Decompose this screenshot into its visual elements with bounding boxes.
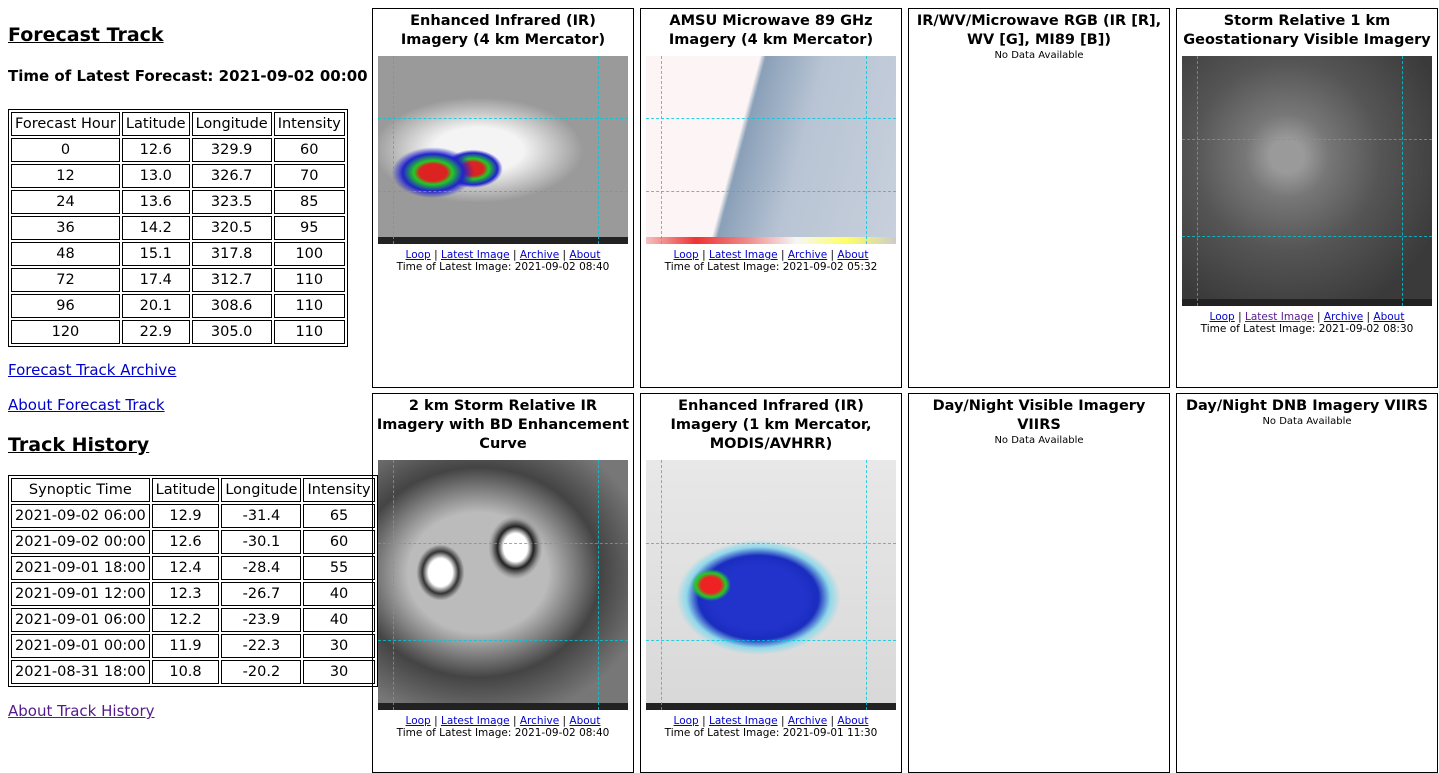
- forecast-table-cell: 96: [11, 294, 120, 318]
- forecast-table-cell: 22.9: [122, 320, 190, 344]
- forecast-table-row: [11, 294, 345, 318]
- panel-bd-enhancement-ir: [372, 393, 634, 773]
- forecast-table-row: [11, 268, 345, 292]
- grid-line-icon: [393, 460, 394, 710]
- panel-storm-relative-visible: [1176, 8, 1438, 388]
- history-table-cell: -26.7: [221, 582, 301, 606]
- forecast-table-cell: 95: [274, 216, 345, 240]
- modis-ir-satellite-image[interactable]: [646, 460, 896, 710]
- forecast-table-row: [11, 190, 345, 214]
- forecast-table-cell: 12: [11, 164, 120, 188]
- grid-line-icon: [661, 460, 662, 710]
- image-info-strip-icon: [1182, 299, 1432, 306]
- link-separator: |: [780, 249, 785, 261]
- link-separator: |: [702, 249, 706, 261]
- image-info-strip-icon: [378, 703, 628, 710]
- history-table-cell: 40: [303, 608, 374, 632]
- archive-link[interactable]: Archive: [1323, 311, 1364, 323]
- panel-enhanced-ir-4km: [372, 8, 634, 388]
- history-table-cell: 2021-08-31 18:00: [11, 660, 150, 684]
- history-table-cell: -28.4: [221, 556, 301, 580]
- link-separator: |: [780, 715, 785, 727]
- forecast-table-header-row: [11, 112, 345, 136]
- forecast-table-cell: 329.9: [192, 138, 272, 162]
- forecast-table-cell: 13.6: [122, 190, 190, 214]
- latest-forecast-time: Time of Latest Forecast: 2021-09-02 00:00: [8, 67, 368, 85]
- history-table-row: [11, 582, 375, 606]
- forecast-table-column-header: Forecast Hour: [11, 112, 120, 136]
- history-table-column-header: Synoptic Time: [11, 478, 150, 502]
- history-table-cell: 11.9: [152, 634, 220, 658]
- about-link[interactable]: About: [569, 715, 601, 727]
- forecast-track-table: [8, 109, 348, 347]
- forecast-table-cell: 100: [274, 242, 345, 266]
- history-table-row: [11, 504, 375, 528]
- panel-title: Day/Night DNB Imagery VIIRS: [1186, 398, 1428, 414]
- history-table-cell: 2021-09-01 18:00: [11, 556, 150, 580]
- panel-title: 2 km Storm Relative IR Imagery with BD Enhancement Curve: [376, 398, 630, 452]
- forecast-table-cell: 0: [11, 138, 120, 162]
- grid-line-icon: [646, 543, 896, 544]
- link-separator: |: [830, 715, 835, 727]
- grid-line-icon: [1182, 236, 1432, 237]
- forecast-table-cell: 317.8: [192, 242, 272, 266]
- link-separator: |: [1316, 311, 1321, 323]
- history-table-row: [11, 556, 375, 580]
- forecast-table-row: [11, 242, 345, 266]
- image-links: [641, 249, 901, 261]
- about-link[interactable]: About: [837, 249, 869, 261]
- grid-line-icon: [598, 56, 599, 244]
- forecast-table-cell: 72: [11, 268, 120, 292]
- forecast-table-cell: 110: [274, 320, 345, 344]
- history-table-row: [11, 608, 375, 632]
- loop-link[interactable]: Loop: [673, 249, 699, 261]
- no-data-message: No Data Available: [1262, 416, 1352, 427]
- history-table-cell: 65: [303, 504, 374, 528]
- forecast-table-cell: 20.1: [122, 294, 190, 318]
- forecast-table-cell: 17.4: [122, 268, 190, 292]
- link-separator: |: [1238, 311, 1242, 323]
- history-table-cell: 2021-09-01 12:00: [11, 582, 150, 606]
- forecast-table-column-header: Latitude: [122, 112, 190, 136]
- history-table-cell: 12.2: [152, 608, 220, 632]
- grid-line-icon: [866, 56, 867, 244]
- panel-title: Day/Night Visible Imagery VIIRS: [932, 398, 1146, 433]
- grid-line-icon: [646, 118, 896, 119]
- forecast-table-row: [11, 138, 345, 162]
- image-links: [373, 715, 633, 727]
- link-separator: |: [434, 715, 438, 727]
- enhanced-ir-satellite-image[interactable]: [378, 56, 628, 244]
- forecast-table-cell: 12.6: [122, 138, 190, 162]
- forecast-table-cell: 14.2: [122, 216, 190, 240]
- about-track-history-link[interactable]: About Track History: [8, 702, 155, 720]
- archive-link[interactable]: Archive: [519, 249, 560, 261]
- no-data-message: No Data Available: [994, 435, 1084, 446]
- link-separator: |: [702, 715, 706, 727]
- forecast-track-heading: Forecast Track: [8, 24, 164, 46]
- panel-ir-wv-rgb: [908, 8, 1170, 388]
- forecast-table-column-header: Longitude: [192, 112, 272, 136]
- forecast-table-cell: 24: [11, 190, 120, 214]
- history-table-cell: -31.4: [221, 504, 301, 528]
- forecast-table-cell: 320.5: [192, 216, 272, 240]
- grid-line-icon: [598, 460, 599, 710]
- grid-line-icon: [646, 640, 896, 641]
- panel-title: Storm Relative 1 km Geostationary Visible Imagery: [1183, 13, 1431, 48]
- forecast-table-cell: 70: [274, 164, 345, 188]
- grid-line-icon: [866, 460, 867, 710]
- grid-line-icon: [378, 543, 628, 544]
- history-table-cell: 12.3: [152, 582, 220, 606]
- history-table-cell: 30: [303, 660, 374, 684]
- about-link[interactable]: About: [569, 249, 601, 261]
- link-separator: |: [562, 249, 567, 261]
- forecast-table-cell: 323.5: [192, 190, 272, 214]
- visible-satellite-image[interactable]: [1182, 56, 1432, 306]
- history-table-cell: 2021-09-02 06:00: [11, 504, 150, 528]
- latest-image-time: Time of Latest Image: 2021-09-02 08:40: [396, 261, 610, 273]
- forecast-table-cell: 308.6: [192, 294, 272, 318]
- image-links: [641, 715, 901, 727]
- latest-image-link[interactable]: Latest Image: [708, 249, 778, 261]
- link-separator: |: [1366, 311, 1371, 323]
- history-table-column-header: Latitude: [152, 478, 220, 502]
- loop-link[interactable]: Loop: [673, 715, 699, 727]
- panel-title: Enhanced Infrared (IR) Imagery (4 km Mercator): [400, 13, 606, 48]
- history-table-column-header: Longitude: [221, 478, 301, 502]
- history-table-cell: 55: [303, 556, 374, 580]
- grid-line-icon: [646, 191, 896, 192]
- loop-link[interactable]: Loop: [405, 249, 431, 261]
- history-table-cell: 40: [303, 582, 374, 606]
- forecast-table-cell: 312.7: [192, 268, 272, 292]
- link-separator: |: [512, 249, 517, 261]
- history-table-header-row: [11, 478, 375, 502]
- grid-line-icon: [1402, 56, 1403, 306]
- forecast-track-archive-link[interactable]: Forecast Track Archive: [8, 361, 177, 379]
- panel-amsu-microwave: [640, 8, 902, 388]
- forecast-table-row: [11, 320, 345, 344]
- forecast-table-cell: 36: [11, 216, 120, 240]
- forecast-table-cell: 110: [274, 294, 345, 318]
- forecast-table-cell: 120: [11, 320, 120, 344]
- grid-line-icon: [378, 191, 628, 192]
- about-forecast-track-link[interactable]: About Forecast Track: [8, 396, 165, 414]
- history-table-row: [11, 660, 375, 684]
- latest-image-link[interactable]: Latest Image: [1244, 311, 1314, 323]
- history-table-cell: -20.2: [221, 660, 301, 684]
- grid-line-icon: [393, 56, 394, 244]
- microwave-satellite-image[interactable]: [646, 56, 896, 244]
- forecast-table-cell: 48: [11, 242, 120, 266]
- forecast-table-row: [11, 216, 345, 240]
- link-separator: |: [434, 249, 438, 261]
- archive-link[interactable]: Archive: [787, 715, 828, 727]
- archive-link[interactable]: Archive: [519, 715, 560, 727]
- panel-viirs-visible: [908, 393, 1170, 773]
- history-table-cell: 30: [303, 634, 374, 658]
- history-table-cell: 12.6: [152, 530, 220, 554]
- bd-curve-ir-image[interactable]: [378, 460, 628, 710]
- loop-link[interactable]: Loop: [405, 715, 431, 727]
- history-table-row: [11, 634, 375, 658]
- history-table-cell: 2021-09-02 00:00: [11, 530, 150, 554]
- image-info-strip-icon: [646, 703, 896, 710]
- latest-image-time: Time of Latest Image: 2021-09-01 11:30: [664, 727, 878, 739]
- forecast-table-cell: 85: [274, 190, 345, 214]
- forecast-table-cell: 305.0: [192, 320, 272, 344]
- forecast-table-cell: 110: [274, 268, 345, 292]
- history-table-cell: -22.3: [221, 634, 301, 658]
- track-history-table: [8, 475, 378, 687]
- panel-enhanced-ir-1km: [640, 393, 902, 773]
- history-table-cell: 2021-09-01 06:00: [11, 608, 150, 632]
- latest-image-time: Time of Latest Image: 2021-09-02 08:30: [1200, 323, 1414, 335]
- panel-title: Enhanced Infrared (IR) Imagery (1 km Mercator, MODIS/AVHRR): [670, 398, 872, 452]
- forecast-table-cell: 326.7: [192, 164, 272, 188]
- image-links: [1177, 311, 1437, 323]
- history-table-cell: 12.4: [152, 556, 220, 580]
- history-table-cell: -23.9: [221, 608, 301, 632]
- forecast-table-cell: 13.0: [122, 164, 190, 188]
- grid-line-icon: [1197, 56, 1198, 306]
- latest-image-link[interactable]: Latest Image: [440, 249, 510, 261]
- history-table-cell: -30.1: [221, 530, 301, 554]
- history-table-cell: 2021-09-01 00:00: [11, 634, 150, 658]
- image-info-strip-icon: [378, 237, 628, 244]
- history-table-cell: 10.8: [152, 660, 220, 684]
- forecast-table-row: [11, 164, 345, 188]
- history-table-row: [11, 530, 375, 554]
- history-table-column-header: Intensity: [303, 478, 374, 502]
- latest-image-time: Time of Latest Image: 2021-09-02 05:32: [664, 261, 878, 273]
- grid-line-icon: [661, 56, 662, 244]
- link-separator: |: [562, 715, 567, 727]
- track-history-heading: Track History: [8, 434, 150, 456]
- loop-link[interactable]: Loop: [1209, 311, 1235, 323]
- forecast-table-cell: 60: [274, 138, 345, 162]
- no-data-message: No Data Available: [994, 50, 1084, 61]
- latest-image-link[interactable]: Latest Image: [708, 715, 778, 727]
- latest-image-time: Time of Latest Image: 2021-09-02 08:40: [396, 727, 610, 739]
- panel-title: IR/WV/Microwave RGB (IR [R], WV [G], MI89 [B]): [916, 13, 1162, 48]
- forecast-table-column-header: Intensity: [274, 112, 345, 136]
- link-separator: |: [830, 249, 835, 261]
- panel-title: AMSU Microwave 89 GHz Imagery (4 km Mercator): [668, 13, 874, 48]
- image-links: [373, 249, 633, 261]
- about-link[interactable]: About: [837, 715, 869, 727]
- panel-viirs-dnb: [1176, 393, 1438, 773]
- history-table-cell: 60: [303, 530, 374, 554]
- forecast-table-cell: 15.1: [122, 242, 190, 266]
- history-table-cell: 12.9: [152, 504, 220, 528]
- grid-line-icon: [378, 640, 628, 641]
- grid-line-icon: [1182, 139, 1432, 140]
- about-link[interactable]: About: [1373, 311, 1405, 323]
- archive-link[interactable]: Archive: [787, 249, 828, 261]
- grid-line-icon: [378, 118, 628, 119]
- color-scale-bar-icon: [646, 237, 896, 244]
- latest-image-link[interactable]: Latest Image: [440, 715, 510, 727]
- link-separator: |: [512, 715, 517, 727]
